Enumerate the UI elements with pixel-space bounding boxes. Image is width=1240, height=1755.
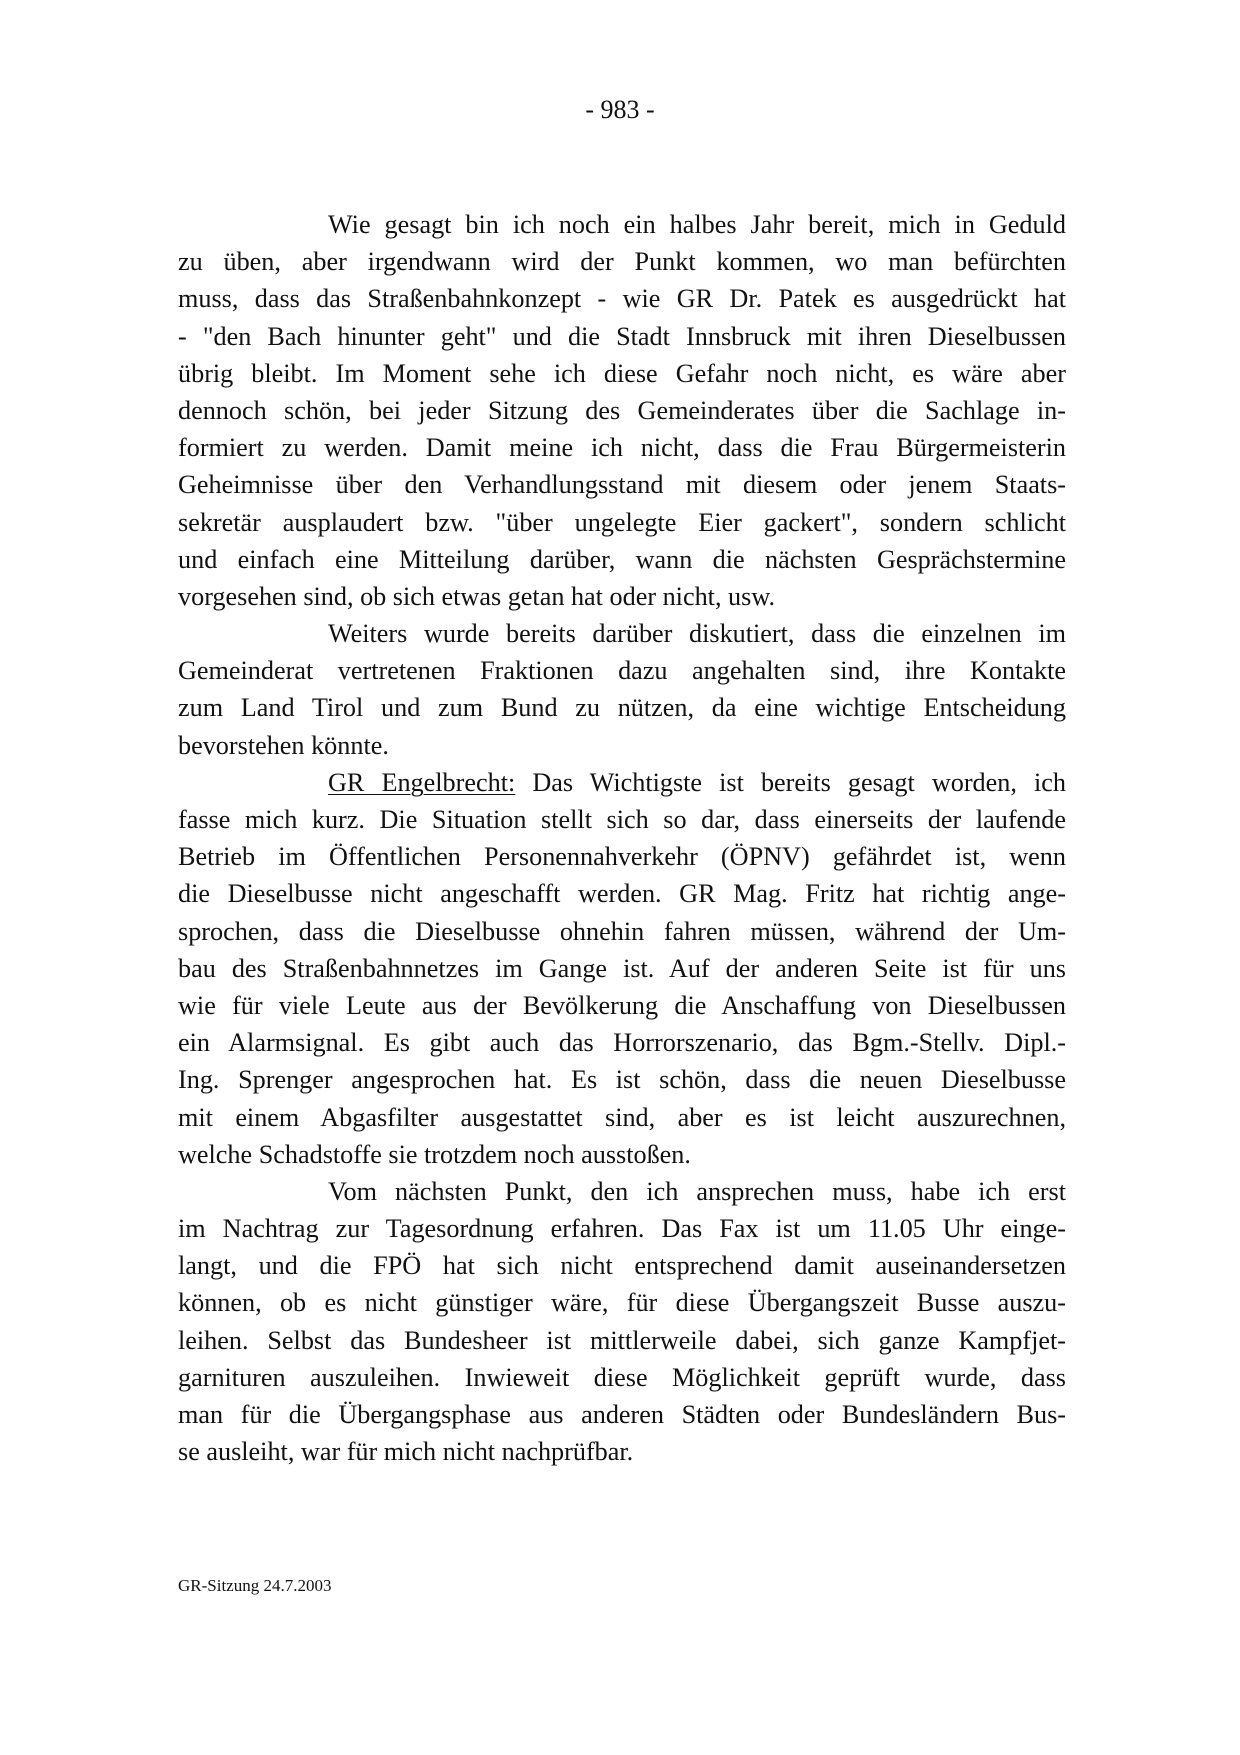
text-line: garnituren auszuleihen. Inwieweit diese Möglichkeit geprüft wurde, dass (178, 1362, 1066, 1392)
text-line: dennoch schön, bei jeder Sitzung des Gemeinderates über die Sachlage in- (178, 395, 1066, 425)
text-line: zu üben, aber irgendwann wird der Punkt kommen, wo man befürchten (178, 247, 1066, 277)
text-line: sekretär ausplaudert bzw. "über ungelegte Eier gackert", sondern schlicht (178, 507, 1066, 537)
speaker-name: GR Engelbrecht: (328, 767, 516, 797)
text-line: übrig bleibt. Im Moment sehe ich diese Gefahr noch nicht, es wäre aber (178, 358, 1066, 388)
text-line: bevorstehen könnte. (178, 730, 389, 760)
paragraph-1 (178, 206, 1066, 615)
page-number: - 983 - (585, 95, 655, 124)
text-line: ein Alarmsignal. Es gibt auch das Horrorszenario, das Bgm.-Stellv. Dipl.- (178, 1028, 1066, 1058)
text-line: se ausleiht, war für mich nicht nachprüfbar. (178, 1437, 634, 1467)
text-line: im Nachtrag zur Tagesordnung erfahren. Das Fax ist um 11.05 Uhr einge- (178, 1214, 1066, 1244)
text-line: wie für viele Leute aus der Bevölkerung die Anschaffung von Dieselbussen (178, 990, 1066, 1020)
footer-session-date: GR-Sitzung 24.7.2003 (178, 1576, 332, 1595)
text-line: vorgesehen sind, ob sich etwas getan hat oder nicht, usw. (178, 581, 776, 611)
speaker-line-rest: Das Wichtigste ist bereits gesagt worden, ich (515, 767, 1066, 797)
paragraph-4 (178, 1173, 1066, 1471)
paragraph-3 (178, 764, 1066, 1173)
text-line: Geheimnisse über den Verhandlungsstand mit diesem oder jenem Staats- (178, 470, 1066, 500)
body-text (178, 206, 1066, 1470)
text-line: Wie gesagt bin ich noch ein halbes Jahr bereit, mich in Geduld (328, 210, 1066, 239)
text-line: und einfach eine Mitteilung darüber, wann die nächsten Gesprächstermine (178, 544, 1066, 574)
text-line: Weiters wurde bereits darüber diskutiert, dass die einzelnen im (328, 619, 1066, 649)
text-line: Betrieb im Öffentlichen Personennahverkehr (ÖPNV) gefährdet ist, wenn (178, 842, 1066, 872)
text-line: Ing. Sprenger angesprochen hat. Es ist schön, dass die neuen Dieselbusse (178, 1065, 1066, 1095)
paragraph-2 (178, 615, 1066, 764)
text-line: Vom nächsten Punkt, den ich ansprechen muss, habe ich erst (328, 1176, 1066, 1206)
text-line: langt, und die FPÖ hat sich nicht entsprechend damit auseinandersetzen (178, 1251, 1066, 1281)
text-line: muss, dass das Straßenbahnkonzept - wie GR Dr. Patek es ausgedrückt hat (178, 284, 1066, 314)
text-line: formiert zu werden. Damit meine ich nicht, dass die Frau Bürgermeisterin (178, 433, 1066, 463)
text-line: welche Schadstoffe sie trotzdem noch ausstoßen. (178, 1139, 691, 1169)
text-line: Gemeinderat vertretenen Fraktionen dazu angehalten sind, ihre Kontakte (178, 656, 1066, 686)
text-line: mit einem Abgasfilter ausgestattet sind, aber es ist leicht auszurechnen, (178, 1102, 1066, 1132)
text-line: man für die Übergangsphase aus anderen Städten oder Bundesländern Bus- (178, 1400, 1066, 1429)
text-line: sprochen, dass die Dieselbusse ohnehin fahren müssen, während der Um- (178, 916, 1066, 946)
text-line: fasse mich kurz. Die Situation stellt sich so dar, dass einerseits der laufende (178, 805, 1066, 834)
text-line: zum Land Tirol und zum Bund zu nützen, da eine wichtige Entscheidung (178, 693, 1066, 723)
text-line: leihen. Selbst das Bundesheer ist mittlerweile dabei, sich ganze Kampfjet- (178, 1325, 1066, 1355)
text-line: bau des Straßenbahnnetzes im Gange ist. Auf der anderen Seite ist für uns (178, 953, 1066, 983)
text-line: können, ob es nicht günstiger wäre, für diese Übergangszeit Busse auszu- (178, 1288, 1066, 1318)
text-line (178, 764, 1066, 801)
text-line: die Dieselbusse nicht angeschafft werden. GR Mag. Fritz hat richtig ange- (178, 879, 1066, 909)
text-line: - "den Bach hinunter geht" und die Stadt Innsbruck mit ihren Dieselbussen (178, 321, 1066, 351)
